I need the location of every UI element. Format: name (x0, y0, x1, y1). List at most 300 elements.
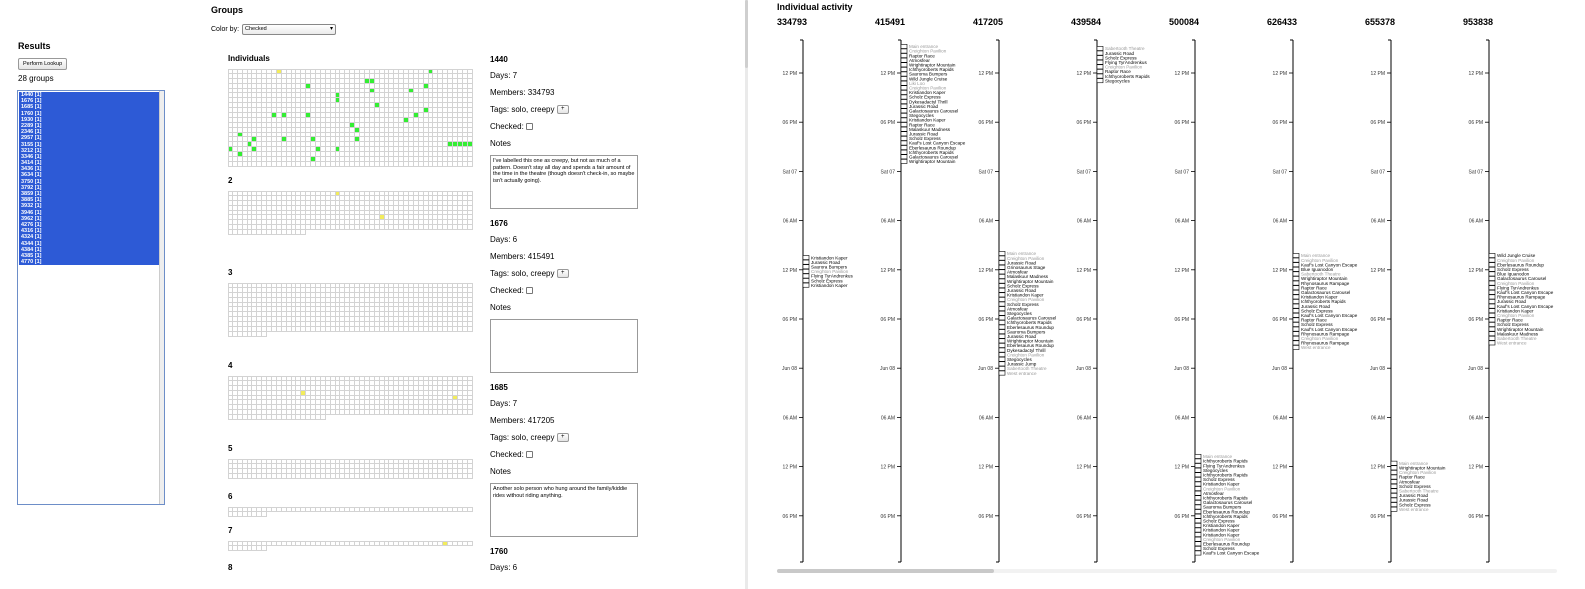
column-header: 953838 (1463, 17, 1494, 27)
activity-label: Scholz Express (909, 94, 941, 100)
result-list-item[interactable]: 4384 [1] (21, 246, 42, 253)
activity-label: Scholz Express (909, 136, 941, 142)
activity-label: Sabertooth Theatre (1497, 336, 1537, 341)
activity-label: Wrightiraptor Mountain (1007, 338, 1054, 344)
axis-tick-label: 12 PM (782, 71, 797, 77)
axis-tick-label: 06 PM (1468, 120, 1483, 127)
activity-label: Wild Jungle Cruise (1497, 253, 1536, 259)
notes-textarea[interactable]: I've labelled this one as creepy, but not as much of a pattern. Doesn't stay all day and spends a fair amount of the time in the theatre (though doesn't check-in, so maybe isn't actually going). (490, 155, 638, 209)
result-list-item[interactable]: 3346 [1] (21, 153, 42, 160)
activity-label: Main entrance (1007, 251, 1037, 257)
activity-marker (1391, 461, 1397, 465)
activity-marker (1097, 51, 1103, 55)
activity-marker (1195, 519, 1201, 523)
axis-tick-label: 06 AM (1272, 415, 1287, 422)
result-list-item[interactable]: 3946 [1] (21, 209, 42, 216)
activity-marker (1195, 477, 1201, 481)
activity-label: Jurassic Road (1007, 287, 1037, 293)
activity-label: Sabertooth Theatre (1105, 46, 1145, 52)
activity-marker (1293, 299, 1299, 303)
activity-marker (1293, 309, 1299, 313)
activity-marker (1195, 523, 1201, 527)
activity-marker (1293, 304, 1299, 308)
activity-label: Jurassic Road (1105, 50, 1135, 56)
activity-label: Stegocycles (1203, 467, 1228, 473)
activity-marker (901, 44, 907, 48)
activity-marker (1489, 309, 1495, 313)
horizontal-scrollbar[interactable] (777, 569, 1557, 573)
activity-label: Scholz Express (1399, 483, 1431, 489)
activity-label: Scholz Express (1399, 502, 1431, 508)
axis-tick-label: 12 PM (978, 267, 993, 274)
result-list-item[interactable]: 3436 [1] (21, 166, 42, 173)
results-count: 28 groups (18, 74, 54, 83)
group-grid-1440 (228, 69, 473, 167)
axis-tick-label: 06 PM (1272, 317, 1287, 323)
activity-marker (999, 297, 1005, 301)
activity-label: Kauf's Lost Canyon Escape (1301, 262, 1358, 268)
axis-tick-label: 06 AM (978, 218, 993, 225)
activity-marker (1489, 253, 1495, 257)
result-list-item[interactable]: 4324 [1] (21, 234, 42, 241)
result-list-item[interactable]: 3155 [1] (21, 141, 42, 148)
activity-marker (1489, 299, 1495, 303)
activity-marker (999, 288, 1005, 292)
activity-label: Kristiandon Kaper (1203, 527, 1240, 533)
activity-marker (999, 251, 1005, 255)
activity-marker (999, 274, 1005, 278)
axis-tick-label: 06 AM (782, 218, 797, 225)
axis-tick-label: Sat 07 (1468, 169, 1483, 176)
notes-label: Notes (490, 467, 511, 476)
column-header: 417205 (973, 17, 1004, 27)
activity-marker (803, 260, 809, 264)
group-id: 1676 (490, 219, 508, 228)
activity-label: Sabertooth Theatre (1301, 271, 1341, 277)
axis-tick-label: Sat 07 (978, 169, 993, 176)
activity-label: Galactosaurus Carousel (1497, 276, 1547, 282)
perform-lookup-button[interactable]: Perform Lookup (18, 58, 67, 70)
result-list-item[interactable]: 1685 [1] (21, 104, 42, 111)
activity-marker (1195, 528, 1201, 532)
result-list-item[interactable]: 3885 [1] (21, 197, 42, 204)
group-grid (228, 283, 473, 337)
results-heading: Results (18, 41, 51, 51)
activity-label: Wrightiraptor Mountain (1007, 278, 1054, 284)
result-list-item[interactable]: 3750 [1] (21, 178, 42, 185)
activity-marker (901, 127, 907, 131)
activity-marker (1489, 336, 1495, 340)
activity-label: Eberlesaurus Roundup (1007, 343, 1054, 349)
activity-marker (1097, 56, 1103, 60)
activity-label: Wild Jungle Cruise (909, 76, 948, 82)
axis-tick-label: 12 PM (1174, 464, 1189, 471)
activity-marker (999, 307, 1005, 311)
activity-label: Ichthyoroberts Rapids (1203, 458, 1248, 464)
result-list-item[interactable]: 4344 [1] (21, 240, 42, 247)
activity-marker (1195, 473, 1201, 477)
horizontal-scrollbar-thumb[interactable] (777, 569, 994, 573)
activity-marker (1489, 272, 1495, 276)
activity-label: Wrightiraptor Mountain (1399, 465, 1446, 471)
result-list-item[interactable]: 4770 [1] (21, 259, 42, 266)
axis-tick-label: 06 AM (1468, 218, 1483, 225)
activity-label: Atmosfear (1007, 269, 1028, 275)
activity-label: Kauf's Lost Canyon Escape (1301, 313, 1358, 318)
activity-label: Rhynosaurus Rampage (1301, 331, 1350, 337)
axis-tick-label: 12 PM (1468, 464, 1483, 471)
activity-marker (1293, 341, 1299, 345)
axis-tick-label: 06 PM (1076, 317, 1091, 323)
activity-marker (999, 353, 1005, 357)
column-header: 334793 (777, 17, 808, 27)
activity-marker (1293, 290, 1299, 294)
activity-label: Wrightiraptor Mountain (909, 62, 956, 68)
result-list-item[interactable]: 3792 [1] (21, 184, 42, 191)
grid-cell (262, 512, 267, 517)
activity-marker (1293, 327, 1299, 331)
activity-marker (1391, 498, 1397, 502)
activity-marker (1195, 496, 1201, 500)
axis-tick-label: Jun 08 (1467, 366, 1483, 373)
activity-marker (901, 109, 907, 113)
activity-marker (1097, 60, 1103, 64)
grid-label: 6 (228, 492, 233, 501)
activity-marker (1489, 267, 1495, 271)
axis-tick-label: 06 PM (1076, 513, 1091, 520)
result-list-item[interactable]: 3932 [1] (21, 203, 42, 210)
activity-label: West entrance (1301, 345, 1331, 351)
activity-marker (1293, 272, 1299, 276)
activity-label: Kauf's Lost Canyon Escape (1497, 290, 1554, 295)
activity-marker (901, 86, 907, 90)
activity-marker (1489, 327, 1495, 331)
activity-label: Flying TyrAndrenkus (1203, 463, 1245, 469)
group-tags: Tags: solo, creepy (490, 433, 555, 442)
axis-tick-label: Sat 07 (1174, 169, 1189, 176)
activity-marker (803, 274, 809, 278)
activity-marker (999, 362, 1005, 366)
activity-label: Kristiandon Kaper (1301, 294, 1338, 300)
activity-label: Wrightiraptor Mountain (909, 159, 956, 165)
activity-label: Flying TyrAndrenkus (1497, 285, 1539, 291)
axis-tick-label: Sat 07 (782, 169, 797, 176)
activity-label: Scholz Express (1497, 322, 1529, 328)
axis-tick-label: 06 AM (1468, 415, 1483, 422)
activity-label: Kauf's Lost Canyon Escape (909, 140, 966, 146)
add-tag-button[interactable]: + (557, 269, 569, 278)
activity-marker (1293, 345, 1299, 349)
checked-checkbox[interactable] (526, 123, 533, 130)
activity-label: Raptor Race (1497, 317, 1523, 323)
activity-marker (1195, 551, 1201, 555)
result-list-item[interactable]: 4276 [1] (21, 221, 42, 228)
result-list-item[interactable]: 2289 [1] (21, 122, 42, 129)
activity-label: Raptor Race (1301, 285, 1327, 291)
checked-checkbox[interactable] (526, 287, 533, 294)
activity-marker (1293, 267, 1299, 271)
activity-marker (1489, 322, 1495, 326)
result-list-item[interactable]: 3859 [1] (21, 191, 42, 197)
activity-marker (901, 100, 907, 104)
result-list-item[interactable]: 3414 [1] (21, 160, 42, 167)
axis-tick-label: Sat 07 (1370, 169, 1385, 176)
activity-label: Atmosfear (1203, 490, 1224, 496)
column-header: 439584 (1071, 17, 1102, 27)
activity-marker (1195, 546, 1201, 550)
activity-marker (1293, 276, 1299, 280)
activity-marker (1293, 281, 1299, 285)
axis-tick-label: 06 AM (1174, 218, 1189, 225)
activity-marker (1489, 318, 1495, 322)
activity-marker (901, 136, 907, 140)
activity-marker (901, 49, 907, 53)
activity-marker (999, 302, 1005, 306)
axis-tick-label: 06 PM (782, 513, 797, 520)
groups-heading: Groups (211, 5, 244, 15)
add-tag-button[interactable]: + (557, 433, 569, 442)
activity-marker (1293, 295, 1299, 299)
activity-marker (901, 104, 907, 108)
axis-tick-label: 06 AM (1272, 218, 1287, 225)
result-list-item[interactable]: 2957 [1] (21, 135, 42, 142)
axis-tick-label: 12 PM (782, 464, 797, 471)
activity-label: Creighton Pavilion (1497, 280, 1535, 286)
activity-label: Jurassic Road (1497, 299, 1527, 305)
activity-marker (901, 72, 907, 76)
activity-label: Jurassic Road (909, 131, 939, 137)
activity-marker (1195, 482, 1201, 486)
activity-label: Main entrance (1399, 460, 1429, 466)
grid-cell (262, 546, 267, 551)
group-id: 1440 (490, 55, 508, 64)
activity-label: Raptor Race (909, 122, 935, 128)
activity-label: Flying TyrAndrenkus (1105, 59, 1147, 65)
results-listbox[interactable] (17, 90, 165, 505)
activity-label: Jurassic Jump (1007, 361, 1037, 367)
grid-label: 4 (228, 361, 233, 370)
activity-marker (1293, 322, 1299, 326)
column-header: 626433 (1267, 17, 1298, 27)
axis-tick-label: Sat 07 (1272, 169, 1287, 176)
activity-label: Creighton Pavilion (811, 269, 849, 275)
color-by-select[interactable]: Checked ▾ (242, 24, 336, 35)
result-list-item[interactable]: 3212 [1] (21, 147, 42, 154)
activity-marker (1195, 514, 1201, 518)
activity-label: Galactosaurus Carousel (1007, 315, 1057, 321)
activity-label: Main entrance (1203, 454, 1233, 460)
axis-tick-label: 06 PM (1174, 513, 1189, 520)
activity-marker (1293, 258, 1299, 262)
axis-tick-label: 06 AM (880, 218, 895, 225)
activity-timeline (748, 0, 1585, 589)
activity-label: Creighton Pavilion (1007, 297, 1045, 303)
activity-marker (999, 279, 1005, 283)
activity-label: Eberlesaurus Roundup (1203, 541, 1250, 547)
result-list-item[interactable]: 1676 [1] (21, 98, 42, 105)
axis-tick-label: 06 PM (1076, 120, 1091, 127)
activity-label: Kristiandon Kaper (1203, 532, 1240, 538)
activity-marker (901, 150, 907, 154)
axis-tick-label: 06 AM (782, 415, 797, 422)
activity-marker (999, 320, 1005, 324)
activity-marker (1489, 304, 1495, 308)
axis-tick-label: 12 PM (1076, 267, 1091, 274)
activity-label: Creighton Pavilion (909, 85, 947, 91)
activity-marker (1293, 263, 1299, 267)
activity-label: Creighton Pavilion (1105, 64, 1143, 70)
grid-cell (468, 410, 473, 415)
activity-marker (901, 155, 907, 159)
axis-tick-label: 06 PM (880, 120, 895, 127)
result-list-item[interactable]: 1760 [1] (21, 110, 42, 117)
activity-label: Eberlesaurus Roundup (1497, 262, 1544, 268)
notes-textarea[interactable]: Another solo person who hung around the family/kiddie rides without riding anything. (490, 483, 638, 537)
axis-tick-label: Jun 08 (1173, 366, 1189, 373)
axis-tick-label: 06 PM (880, 513, 895, 520)
axis-tick-label: 06 AM (1076, 415, 1091, 422)
results-scrollbar[interactable] (159, 91, 164, 504)
activity-label: Flying TyrAndrenkus (811, 273, 853, 279)
activity-label: Atmosfear (1007, 306, 1028, 312)
grid-label: 8 (228, 563, 233, 572)
add-tag-button[interactable]: + (557, 105, 569, 114)
activity-marker (1489, 286, 1495, 290)
axis-tick-label: 12 PM (1468, 71, 1483, 77)
activity-label: Raptor Race (909, 53, 935, 59)
activity-label: Raptor Race (1105, 69, 1131, 75)
activity-marker (901, 118, 907, 122)
result-list-item[interactable]: 4316 [1] (21, 228, 42, 235)
result-list-item[interactable]: 4385 [1] (21, 252, 42, 259)
notes-label: Notes (490, 139, 511, 148)
activity-label: Creighton Pavilion (1203, 486, 1241, 492)
group-grid (228, 541, 473, 551)
activity-label: Ichthyoroberts Rapids (909, 149, 954, 155)
axis-tick-label: 12 PM (1076, 71, 1091, 77)
activity-marker (1293, 336, 1299, 340)
activity-marker (803, 265, 809, 269)
activity-label: Ichthyoroberts Rapids (1105, 73, 1150, 79)
group-id: 1760 (490, 547, 508, 556)
activity-label: Scholz Express (1007, 301, 1039, 307)
axis-tick-label: 12 PM (1370, 267, 1385, 274)
result-list-item[interactable]: 3634 [1] (21, 172, 42, 179)
group-days: Days: 6 (490, 563, 518, 572)
group-members: Members: 417205 (490, 416, 555, 425)
activity-label: Dykesadactyl Thrill (909, 99, 948, 105)
activity-marker (803, 278, 809, 282)
activity-marker (999, 316, 1005, 320)
activity-label: Kristiandon Kaper (1203, 523, 1240, 529)
grid-cell (468, 507, 473, 512)
checked-checkbox[interactable] (526, 451, 533, 458)
activity-marker (1489, 341, 1495, 345)
activity-label: Eberlesaurus Roundup (1203, 509, 1250, 515)
activity-marker (999, 256, 1005, 260)
axis-tick-label: Jun 08 (977, 366, 993, 373)
activity-marker (1391, 507, 1397, 511)
grid-label: 7 (228, 526, 233, 535)
activity-label: Kristiandon Kaper (811, 255, 848, 261)
activity-label: Creighton Pavilion (1497, 257, 1535, 263)
axis-tick-label: 12 PM (1272, 71, 1287, 77)
checked-label: Checked: (490, 286, 524, 295)
activity-marker (1195, 464, 1201, 468)
activity-label: Kristiandon Kaper (1203, 481, 1240, 487)
activity-label: Creighton Pavilion (1203, 536, 1241, 542)
axis-tick-label: 12 PM (1272, 267, 1287, 274)
activity-label: Kauf's Lost Canyon Escape (1497, 303, 1554, 309)
activity-label: Galactosaurus Carousel (1203, 500, 1253, 506)
activity-marker (901, 146, 907, 150)
axis-tick-label: 12 PM (1370, 464, 1385, 471)
activity-label: Kristiandon Kaper (1497, 308, 1534, 314)
axis-tick-label: Sat 07 (1076, 169, 1091, 176)
activity-panel (748, 0, 1585, 589)
axis-tick-label: 12 PM (880, 464, 895, 471)
activity-label: Jurassic Road (1007, 333, 1037, 339)
axis-tick-label: Jun 08 (1369, 366, 1385, 373)
grid-cell (468, 541, 473, 546)
activity-marker (1489, 313, 1495, 317)
axis-tick-label: Sat 07 (880, 169, 895, 176)
activity-marker (1097, 74, 1103, 78)
activity-marker (1293, 286, 1299, 290)
activity-label: Jurassic Road (1301, 303, 1331, 309)
result-list-item[interactable]: 1440 [1] (21, 92, 42, 98)
activity-marker (1489, 290, 1495, 294)
grid-label: 3 (228, 268, 233, 277)
activity-label: Malaskuur Madness (1007, 274, 1049, 280)
activity-label: Galactosaurus Carousel (909, 154, 959, 160)
axis-tick-label: 12 PM (1468, 267, 1483, 274)
activity-marker (901, 58, 907, 62)
activity-label: Sabertooth Theatre (1399, 488, 1439, 494)
activity-marker (803, 255, 809, 259)
grid-label: 2 (228, 176, 233, 185)
color-by-label: Color by: (211, 26, 240, 33)
activity-marker (999, 325, 1005, 329)
axis-tick-label: Jun 08 (879, 366, 895, 373)
color-by-control (211, 24, 336, 35)
activity-marker (1293, 318, 1299, 322)
activity-label: Malaskuur Madness (1497, 331, 1539, 337)
activity-label: Main entrance (909, 44, 939, 50)
activity-marker (1489, 295, 1495, 299)
activity-label: Ichthyoroberts Rapids (1203, 513, 1248, 519)
group-days: Days: 7 (490, 71, 518, 80)
activity-label: Stegocycles (1105, 78, 1130, 84)
activity-marker (1391, 470, 1397, 474)
activity-marker (999, 293, 1005, 297)
result-list-item[interactable]: 3962 [1] (21, 215, 42, 222)
activity-label: Kristiandon Kaper (909, 117, 946, 123)
axis-tick-label: 06 AM (880, 415, 895, 422)
activity-marker (901, 77, 907, 81)
axis-tick-label: 06 PM (1272, 120, 1287, 127)
activity-label: Kauf's Lost Canyon Escape (1301, 326, 1358, 332)
grid-cell (468, 162, 473, 167)
axis-tick-label: 06 PM (1272, 513, 1287, 520)
activity-marker (1489, 332, 1495, 336)
result-list-item[interactable]: 1930 [1] (21, 116, 42, 123)
result-list-item[interactable]: 2346 [1] (21, 129, 42, 136)
activity-marker (999, 311, 1005, 315)
activity-marker (1195, 505, 1201, 509)
activity-label: Kauf's Lost Canyon Escape (1203, 550, 1260, 556)
notes-textarea[interactable] (490, 319, 638, 373)
